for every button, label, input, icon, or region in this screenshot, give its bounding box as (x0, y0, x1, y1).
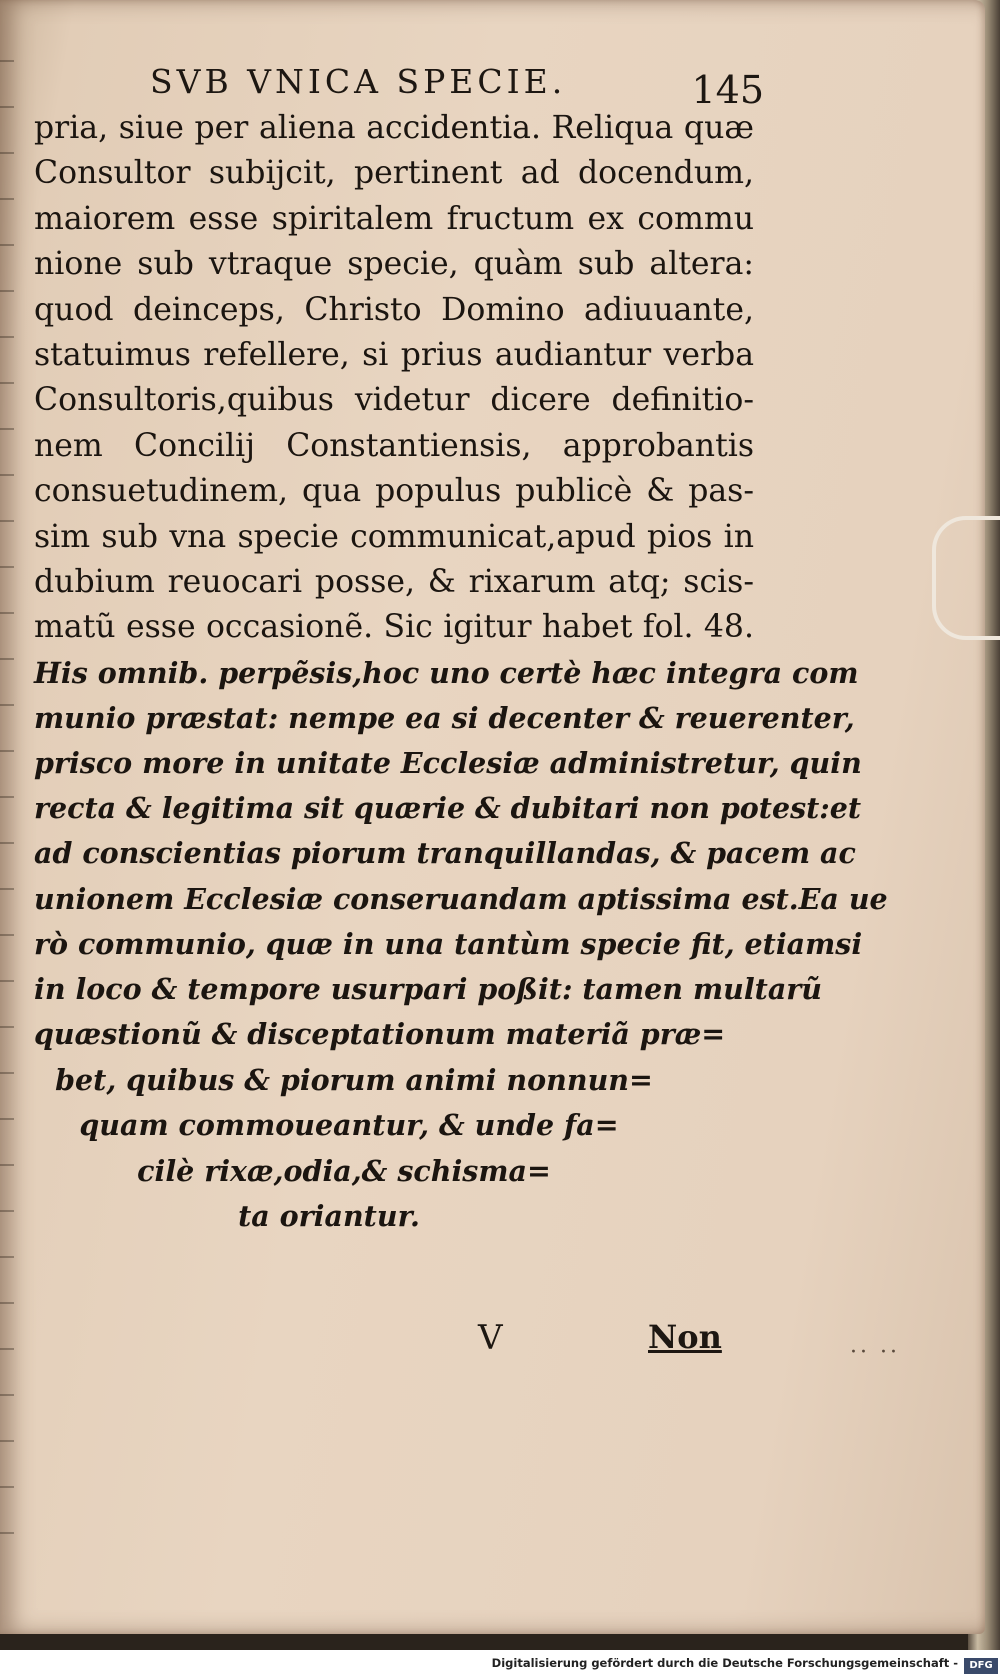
page-header (150, 62, 770, 112)
text-line: sim sub vna specie communicat,apud pios in (34, 518, 754, 555)
main-text (34, 106, 888, 1012)
quoted-line: recta & legitima sit quærie & dubitari non potest:et (34, 791, 862, 826)
tapered-line: quam commoueantur, & unde fa= (79, 1108, 619, 1143)
quoted-line: in loco & tempore usurpari poßit: tamen multarũ (34, 972, 823, 1006)
text-line: nem Concilij Constantiensis, approbantis (34, 427, 754, 464)
catchword: Non (648, 1318, 722, 1356)
page-number: 145 (691, 68, 764, 112)
text-line: dubium reuocari posse, & rixarum atq; scis- (34, 563, 754, 600)
gutter-shadow (0, 60, 14, 1560)
ink-smudge: ·· ·· (850, 1340, 900, 1365)
tapered-line: bet, quibus & piorum animi nonnun= (55, 1062, 653, 1097)
text-line: statuimus refellere, si prius audiantur verba (34, 336, 754, 373)
text-line: Consultoris,quibus videtur dicere definitio- (34, 382, 754, 419)
tapered-line: ta oriantur. (238, 1199, 420, 1234)
tapered-paragraph-end (34, 1012, 734, 1240)
quoted-line: unionem Ecclesiæ conseruandam aptissima est.Ea ue (34, 881, 888, 916)
dfg-logo: DFG (964, 1658, 998, 1674)
page-clip (932, 516, 1000, 640)
quoted-line: ad conscientias piorum tranquillandas, & pacem ac (34, 836, 856, 871)
tapered-line: quæstionũ & disceptationum materiã præ= (34, 1017, 726, 1051)
text-line: quod deinceps, Christo Domino adiuuante, (34, 291, 754, 328)
quoted-line: munio præstat: nempe ea si decenter & reuerenter, (34, 700, 855, 735)
text-line: maiorem esse spiritalem fructum ex commu (34, 200, 754, 237)
tapered-line: cilè rixæ,odia,& schisma= (137, 1153, 551, 1188)
text-line: nione sub vtraque specie, quàm sub altera: (34, 246, 754, 283)
text-line: matũ esse occasionẽ. Sic igitur habet fol. 48. (34, 609, 754, 646)
text-line: pria, siue per aliena accidentia. Reliqua quæ (34, 110, 754, 146)
running-head: SVB VNICA SPECIE. (150, 62, 567, 101)
text-line: Consultor subijcit, pertinent ad docendum, (34, 155, 754, 192)
text-line: consuetudinem, qua populus publicè & pas- (34, 473, 754, 510)
signature-mark: V (478, 1318, 503, 1358)
quoted-line: prisco more in unitate Ecclesiæ administretur, quin (34, 746, 862, 781)
digitization-credit: Digitalisierung gefördert durch die Deutsche Forschungsgemeinschaft - (491, 1656, 958, 1670)
quoted-line: His omnib. perpẽsis,hoc uno certè hæc integra com (34, 655, 859, 690)
quoted-line: rò communio, quæ in una tantùm specie fit, etiamsi (34, 926, 863, 961)
